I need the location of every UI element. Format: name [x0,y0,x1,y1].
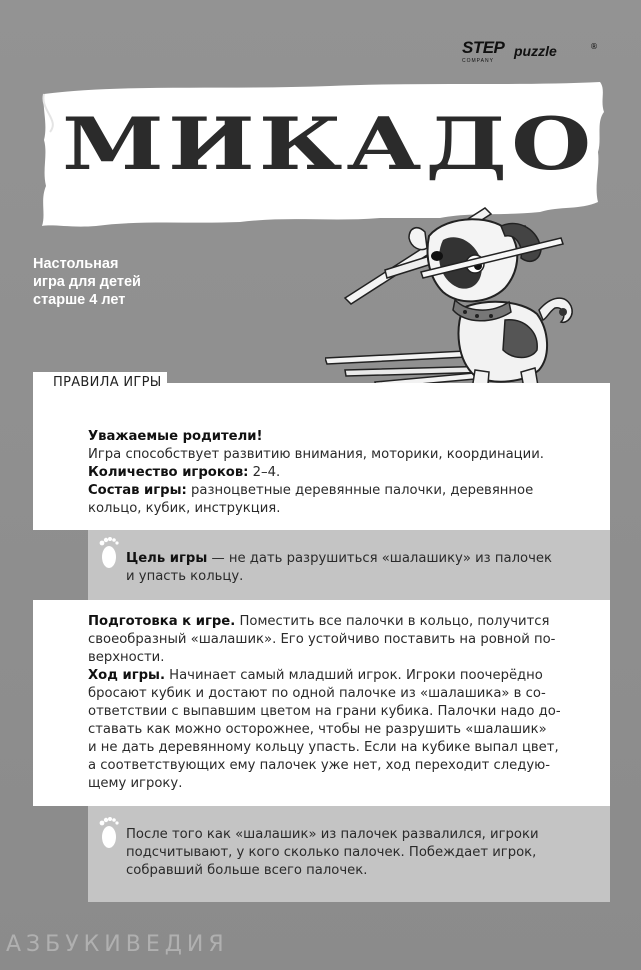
subtitle-line: Настольная [33,256,119,272]
move-line: ответствии с выпавшим цветом на грани кубика. Палочки надо до- [88,704,561,719]
contents-line: разноцветные деревянные палочки, деревянное [186,483,534,498]
move-label: Ход игры. [88,668,165,683]
subtitle [33,255,203,309]
rules-text [88,613,568,793]
brand-step: STEP [462,38,505,57]
goal-line: и упасть кольцу. [126,569,244,584]
game-title: МИКАДО [62,102,596,187]
move-line: Начинает самый младший игрок. Игроки поочерёдно [164,668,543,683]
info-panel-top [167,383,610,395]
move-line: а соответствующих ему палочек уже нет, ход переходит следую- [88,758,551,773]
subtitle-line: игра для детей [33,274,141,290]
ending-text [126,826,586,880]
move-line: бросают кубик и достают по одной палочке из «шалашика» в со- [88,686,546,701]
move-line: и не дать деревянному кольцу упасть. Если на кубике выпал цвет, [88,740,559,755]
ending-line: подсчитывают, у кого сколько палочек. Побеждает игрок, [126,845,537,860]
subtitle-line: старше 4 лет [33,292,126,308]
prep-line: верхности. [88,650,165,665]
prep-label: Подготовка к игре. [88,614,236,629]
players-value: 2–4. [248,465,281,480]
parents-text: Игра способствует развитию внимания, моторики, координации. [88,447,544,462]
parents-heading: Уважаемые родители! [88,429,263,444]
ending-line: собравший больше всего палочек. [126,863,368,878]
footprint-icon [97,535,119,571]
goal-text [126,550,586,586]
footprint-icon [97,815,119,851]
brand-company: COMPANY [462,58,494,64]
watermark: АЗБУКИВЕДИЯ [6,932,229,957]
ending-line: После того как «шалашик» из палочек развалился, игроки [126,827,539,842]
contents-line: кольцо, кубик, инструкция. [88,501,281,516]
move-line: ставать как можно осторожнее, чтобы не разрушить «шалашик» [88,722,547,737]
goal-label: Цель игры [126,551,208,566]
dog-illustration [325,200,595,400]
info-text [88,428,568,518]
rules-tab-label: ПРАВИЛА ИГРЫ [53,375,162,390]
prep-line: Поместить все палочки в кольцо, получится [235,614,550,629]
prep-line: своеобразный «шалашик». Его устойчиво поставить на ровной по- [88,632,556,647]
goal-line: — не дать разрушиться «шалашику» из палочек [207,551,552,566]
players-label: Количество игроков: [88,465,249,480]
brand-puzzle: puzzle [514,43,557,59]
move-line: щему игроку. [88,776,183,791]
brand-reg: ® [590,42,598,51]
contents-label: Состав игры: [88,483,187,498]
